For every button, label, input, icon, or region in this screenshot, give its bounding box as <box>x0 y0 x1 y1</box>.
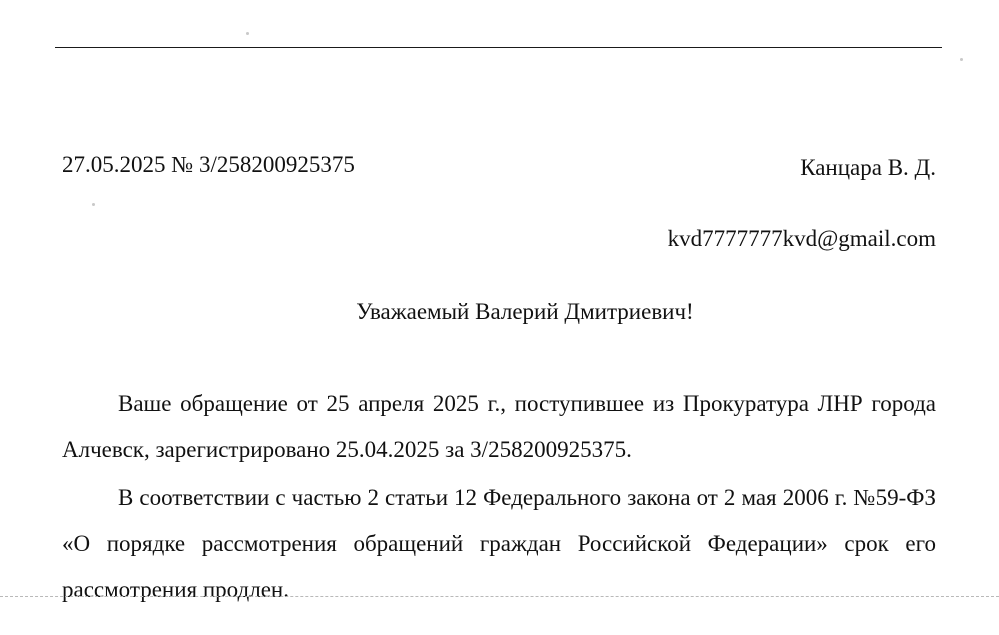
document-date-and-number: 27.05.2025 № 3/258200925375 <box>62 152 355 177</box>
body-paragraph-1: Ваше обращение от 25 апреля 2025 г., поступившее из Прокуратура ЛНР города Алчевск, зарегистрировано 25.04.2025 за 3/258200925375. <box>62 391 936 462</box>
scan-bottom-edge <box>0 596 999 597</box>
header-rule <box>55 47 942 48</box>
addressee-name: Канцара В. Д. <box>800 155 936 180</box>
body-paragraph-2: В соответствии с частью 2 статьи 12 Федерального закона от 2 мая 2006 г. №59-ФЗ «О порядке рассмотрения обращений граждан Российской Федерации» срок его рассмотрения продлен. <box>62 485 936 602</box>
scan-speck <box>92 203 95 206</box>
scan-speck <box>246 32 249 35</box>
scan-speck <box>960 58 963 61</box>
letter-body <box>62 381 936 615</box>
addressee-email: kvd7777777kvd@gmail.com <box>667 226 936 251</box>
salutation: Уважаемый Валерий Дмитриевич! <box>356 299 694 324</box>
